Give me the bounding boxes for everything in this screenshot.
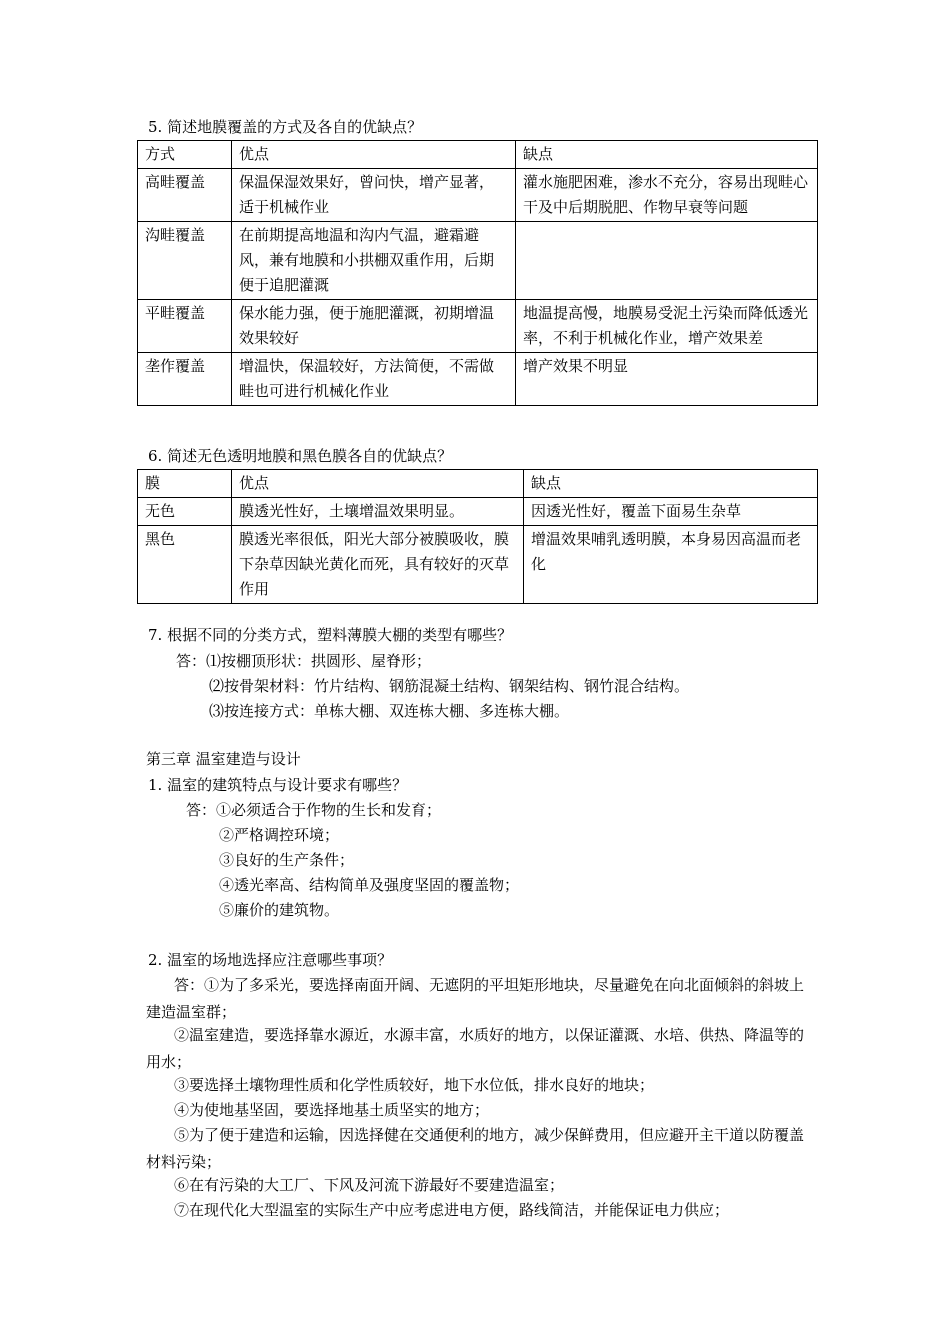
answer-line: ⑵按骨架材料：竹片结构、钢筋混凝土结构、钢架结构、钢竹混合结构。 — [209, 677, 690, 695]
header-cell: 膜 — [138, 470, 232, 498]
table-cell: 灌水施肥困难，渗水不充分，容易出现畦心干及中后期脱肥、作物早衰等问题 — [516, 169, 818, 222]
table-film-colors — [137, 469, 818, 604]
table-cell: 黑色 — [138, 526, 232, 604]
table-cell: 无色 — [138, 498, 232, 526]
answer-line: ④透光率高、结构简单及强度坚固的覆盖物； — [219, 876, 520, 894]
question-6-title: 6. 简述无色透明地膜和黑色膜各自的优缺点？ — [148, 447, 453, 465]
answer-line: ⑶按连接方式：单栋大棚、双连栋大棚、多连栋大棚。 — [209, 702, 570, 720]
table-row — [138, 222, 818, 300]
chapter3-question-2-title: 2. 温室的场地选择应注意哪些事项？ — [148, 951, 393, 969]
table-row — [138, 526, 818, 604]
question-7-title: 7. 根据不同的分类方式，塑料薄膜大棚的类型有哪些？ — [148, 626, 513, 644]
table-cell: 平畦覆盖 — [138, 300, 232, 353]
table-cell: 垄作覆盖 — [138, 353, 232, 406]
answer-paragraph: 答：①为了多采光，要选择南面开阔、无遮阴的平坦矩形地块，尽量避免在向北面倾斜的斜坡上建造温室群； — [146, 976, 805, 1021]
header-cell: 优点 — [232, 470, 524, 498]
table-row — [138, 353, 818, 406]
table-cell: 膜透光性好，土壤增温效果明显。 — [232, 498, 524, 526]
table-mulch-methods — [137, 140, 818, 406]
question-5-title: 5. 简述地膜覆盖的方式及各自的优缺点？ — [148, 118, 423, 136]
table-row — [138, 498, 818, 526]
table-header-row — [138, 141, 818, 169]
chapter3-question-1-title: 1. 温室的建筑特点与设计要求有哪些？ — [148, 776, 408, 794]
header-cell: 缺点 — [516, 141, 818, 169]
answer-line: ③良好的生产条件； — [219, 851, 355, 869]
answer-paragraph: ②温室建造，要选择靠水源近，水源丰富，水质好的地方，以保证灌溉、水培、供热、降温等的用水； — [146, 1026, 805, 1071]
answer-paragraph: ⑥在有污染的大工厂、下风及河流下游最好不要建造温室； — [174, 1176, 565, 1194]
table-cell: 增温效果哺乳透明膜，本身易因高温而老化 — [524, 526, 818, 604]
table-row — [138, 300, 818, 353]
answer-paragraph: ③要选择土壤物理性质和化学性质较好，地下水位低，排水良好的地块； — [174, 1076, 655, 1094]
table-cell: 因透光性好，覆盖下面易生杂草 — [524, 498, 818, 526]
answer-line: ②严格调控环境； — [219, 826, 340, 844]
table-cell: 地温提高慢，地膜易受泥土污染而降低透光率，不利于机械化作业，增产效果差 — [516, 300, 818, 353]
answer-paragraph: ⑤为了便于建造和运输，因选择健在交通便利的地方，减少保鲜费用，但应避开主干道以防覆盖材料污染； — [146, 1126, 805, 1171]
table-cell: 高畦覆盖 — [138, 169, 232, 222]
answer-line: 答：①必须适合于作物的生长和发育； — [186, 801, 442, 819]
table-cell: 增产效果不明显 — [516, 353, 818, 406]
chapter-title: 第三章 温室建造与设计 — [146, 750, 301, 768]
table-cell — [516, 222, 818, 300]
answer-paragraph: ⑦在现代化大型温室的实际生产中应考虑进电方便，路线简洁，并能保证电力供应； — [174, 1201, 730, 1219]
table-cell: 沟畦覆盖 — [138, 222, 232, 300]
answer-line: 答：⑴按棚顶形状：拱圆形、屋脊形； — [176, 652, 432, 670]
header-cell: 优点 — [232, 141, 516, 169]
table-header-row — [138, 470, 818, 498]
table-cell: 增温快，保温较好，方法简便，不需做畦也可进行机械化作业 — [232, 353, 516, 406]
table-row — [138, 169, 818, 222]
header-cell: 方式 — [138, 141, 232, 169]
header-cell: 缺点 — [524, 470, 818, 498]
table-cell: 膜透光率很低，阳光大部分被膜吸收，膜下杂草因缺光黄化而死，具有较好的灭草作用 — [232, 526, 524, 604]
answer-paragraph: ④为使地基坚固，要选择地基土质坚实的地方； — [174, 1101, 490, 1119]
table-cell: 在前期提高地温和沟内气温，避霜避风，兼有地膜和小拱棚双重作用，后期便于追肥灌溉 — [232, 222, 516, 300]
table-cell: 保温保湿效果好，曾问快，增产显著，适于机械作业 — [232, 169, 516, 222]
answer-line: ⑤廉价的建筑物。 — [219, 901, 340, 919]
table-cell: 保水能力强，便于施肥灌溉，初期增温效果较好 — [232, 300, 516, 353]
